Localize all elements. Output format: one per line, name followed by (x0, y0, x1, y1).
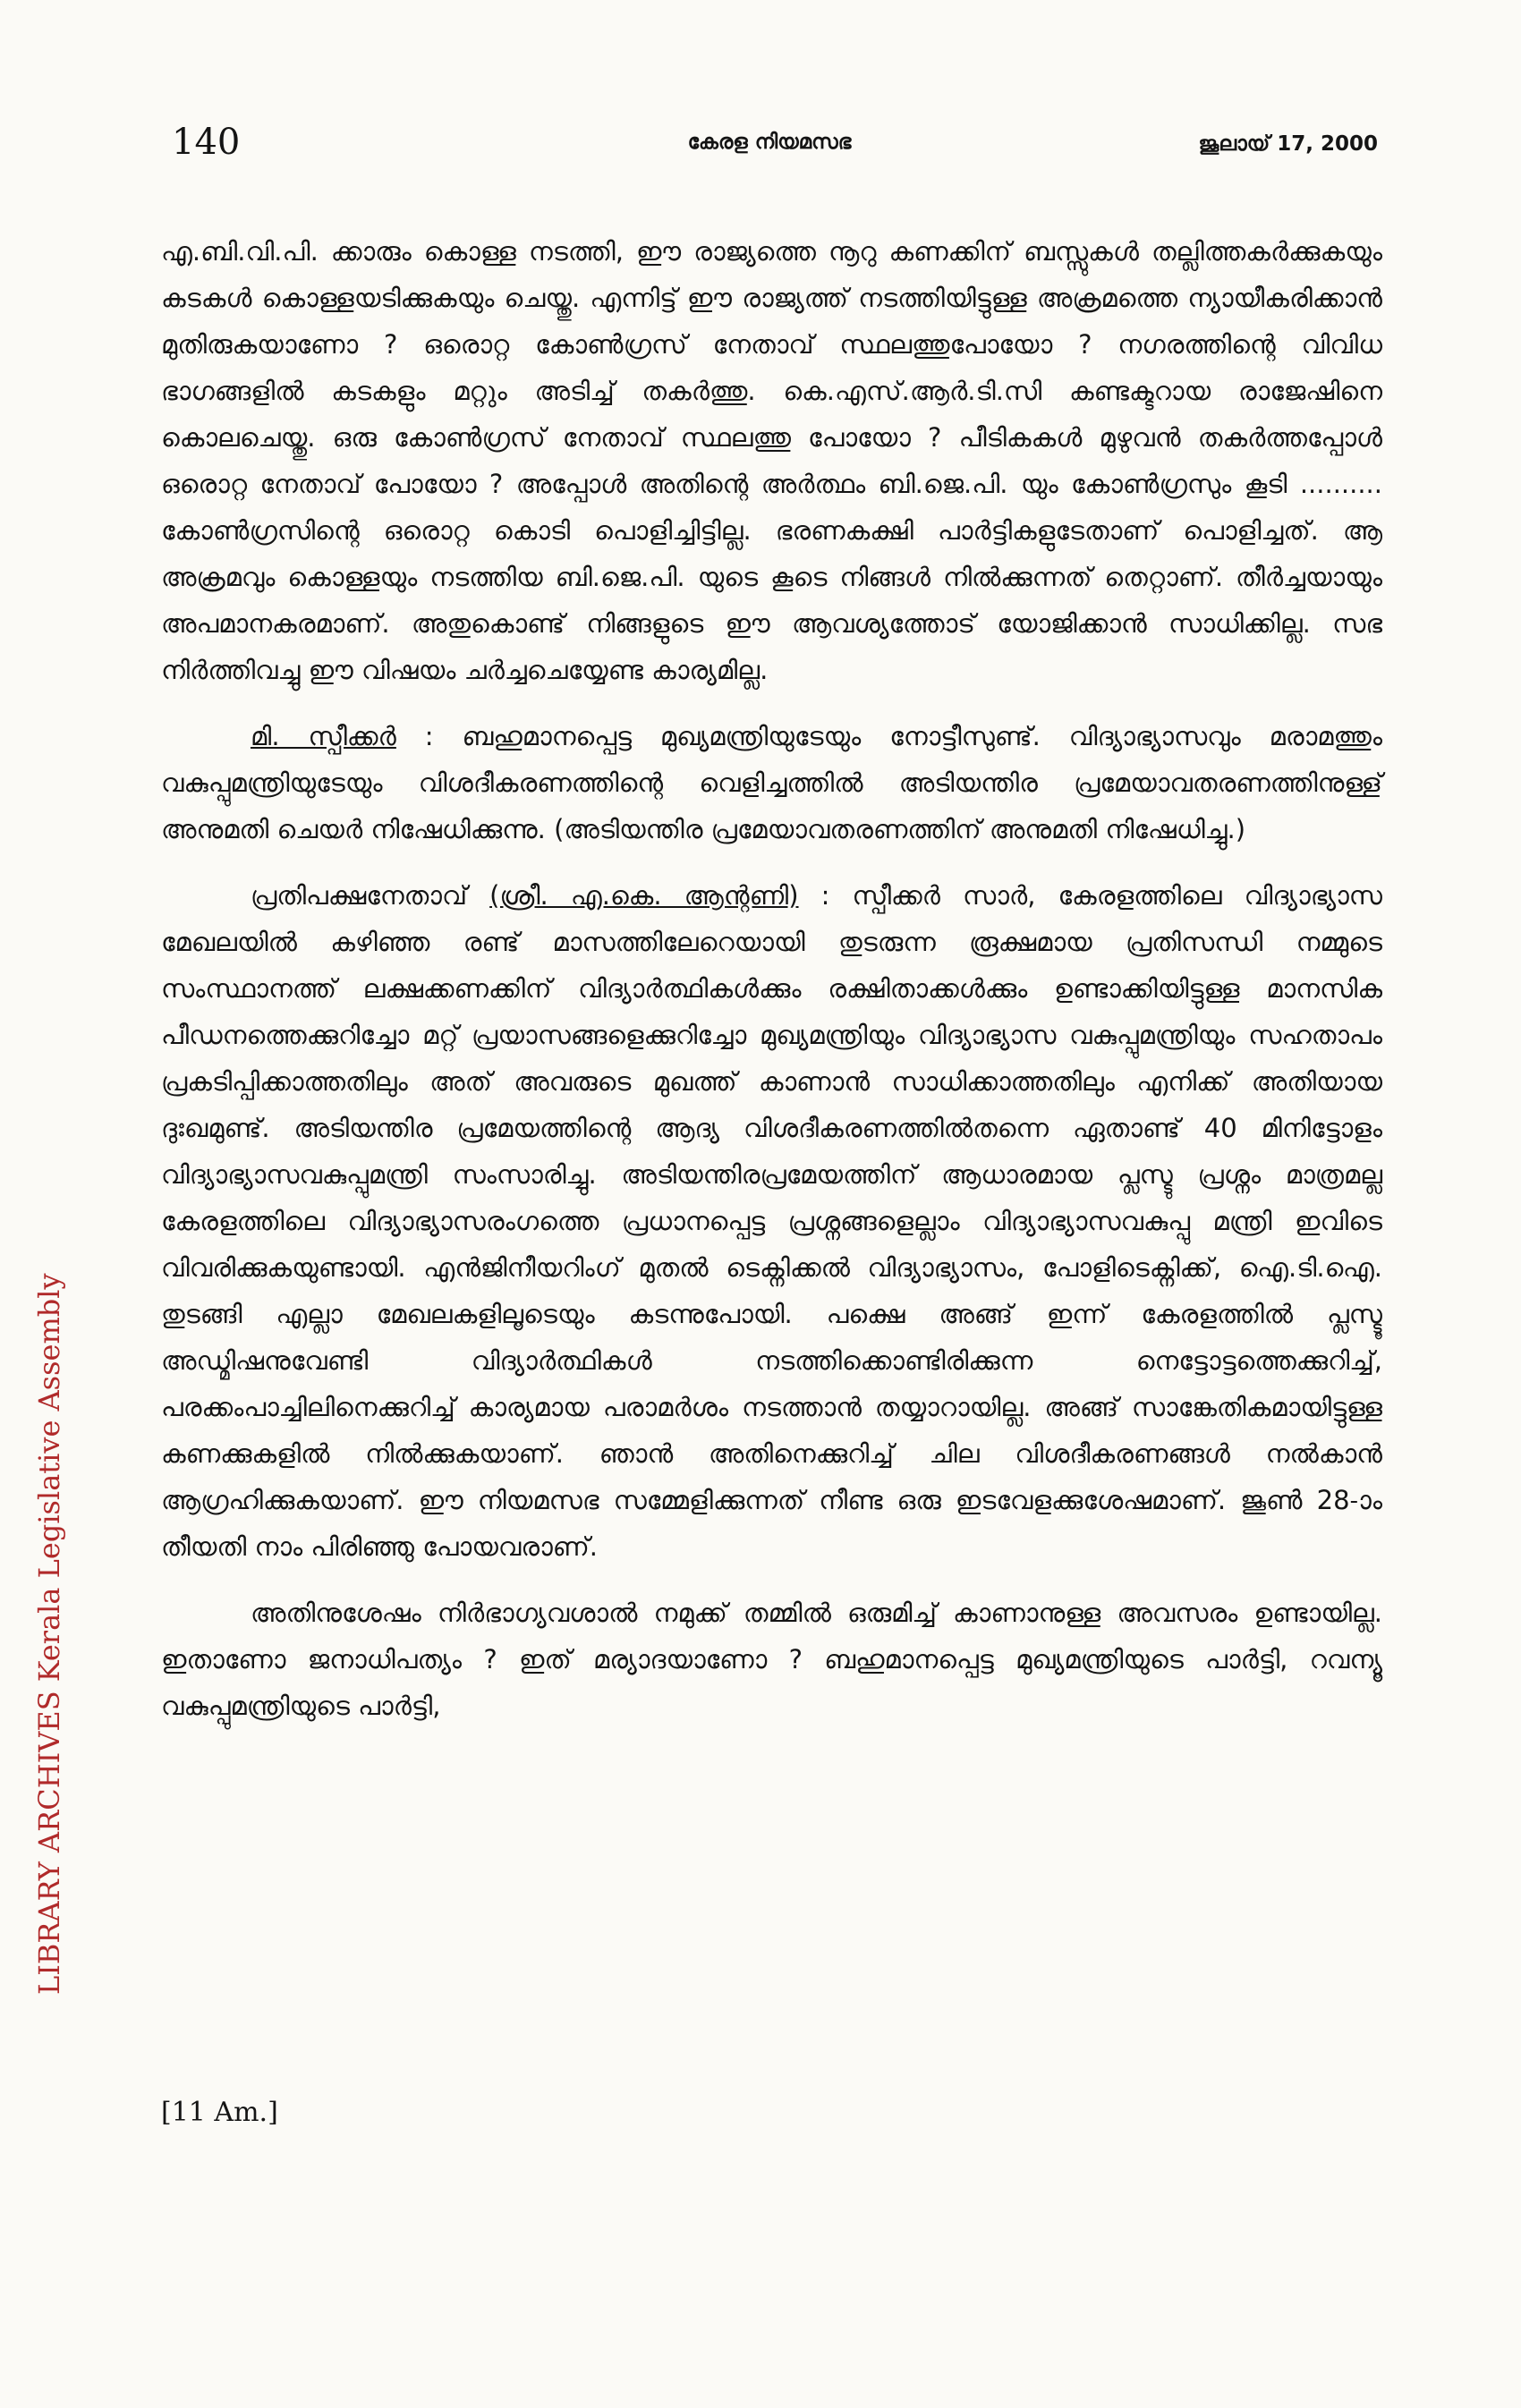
page-number: 140 (172, 122, 241, 163)
speaker-title: പ്രതിപക്ഷനേതാവ് (251, 880, 490, 911)
paragraph (161, 872, 1382, 1570)
page-body (161, 228, 1382, 1749)
header-date: ജൂലായ് 17, 2000 (1198, 132, 1378, 156)
speaker-name: മി. സ്പീക്കർ (251, 721, 396, 751)
paragraph (161, 1590, 1382, 1729)
paragraph (161, 228, 1382, 693)
archive-watermark: LIBRARY ARCHIVES Kerala Legislative Assembly (32, 1273, 66, 1995)
paragraph (161, 713, 1382, 852)
paragraph-text: : സ്പീക്കർ സാർ, കേരളത്തിലെ വിദ്യാഭ്യാസ മേഖലയിൽ കഴിഞ്ഞ രണ്ട് മാസത്തിലേറെയായി തുടരുന്ന രൂക്ഷമായ പ്രതിസന്ധി നമ്മുടെ സംസ്ഥാനത്ത് ലക്ഷക്കണക്കിന് വിദ്യാർത്ഥികൾക്കും രക്ഷിതാക്കൾക്കും ഉണ്ടാക്കിയിട്ടുള്ള മാനസിക പീഡനത്തെക്കുറിച്ചോ മറ്റ് പ്രയാസങ്ങളെക്കുറിച്ചോ മുഖ്യമന്ത്രിയും വിദ്യാഭ്യാസ വകുപ്പുമന്ത്രിയും സഹതാപം പ്രകടിപ്പിക്കാത്തതിലും അത് അവരുടെ മുഖത്ത് കാണാൻ സാധിക്കാത്തതിലും എനിക്ക് അതിയായ ദുഃഖമുണ്ട്. അടിയന്തിര പ്രമേയത്തിന്റെ ആദ്യ വിശദീകരണത്തിൽതന്നെ ഏതാണ്ട് 40 മിനിട്ടോളം വിദ്യാഭ്യാസവകുപ്പുമന്ത്രി സംസാരിച്ചു. അടിയന്തിരപ്രമേയത്തിന് ആധാരമായ പ്ലസ്ടു പ്രശ്നം മാത്രമല്ല കേരളത്തിലെ വിദ്യാഭ്യാസരംഗത്തെ പ്രധാനപ്പെട്ട പ്രശ്നങ്ങളെല്ലാം വിദ്യാഭ്യാസവകുപ്പു മന്ത്രി ഇവിടെ വിവരിക്കുകയുണ്ടായി. എൻജിനീയറിംഗ് മുതൽ ടെക്നിക്കൽ വിദ്യാഭ്യാസം, പോളിടെക്നിക്ക്, ഐ.ടി.ഐ. തുടങ്ങി എല്ലാ മേഖലകളിലൂടെയും കടന്നുപോയി. പക്ഷെ അങ്ങ് ഇന്ന് കേരളത്തിൽ പ്ലസ്ടൂ അഡ്മിഷനുവേണ്ടി വിദ്യാർത്ഥികൾ നടത്തിക്കൊണ്ടിരിക്കുന്ന നെട്ടോട്ടത്തെക്കുറിച്ച്, പരക്കംപാച്ചിലിനെക്കുറിച്ച് കാര്യമായ പരാമർശം നടത്താൻ തയ്യാറായില്ല. അങ്ങ് സാങ്കേതികമായിട്ടുള്ള കണക്കുകളിൽ നിൽക്കുകയാണ്. ഞാൻ അതിനെക്കുറിച്ച് ചില വിശദീകരണങ്ങൾ നൽകാൻ ആഗ്രഹിക്കുകയാണ്. ഈ നിയമസഭ സമ്മേളിക്കുന്നത് നീണ്ട ഒരു ഇടവേളക്കുശേഷമാണ്. ജൂൺ 28-ാം തീയതി നാം പിരിഞ്ഞു പോയവരാണ്. (161, 880, 1382, 1562)
time-marker: [11 Am.] (161, 2097, 278, 2128)
paragraph-text: എ.ബി.വി.പി. ക്കാരും കൊള്ള നടത്തി, ഈ രാജ്യത്തെ നൂറു കണക്കിന് ബസ്സുകൾ തല്ലിത്തകർക്കുകയും കടകൾ കൊള്ളയടിക്കുകയും ചെയ്തു. എന്നിട്ട് ഈ രാജ്യത്ത് നടത്തിയിട്ടുള്ള അക്രമത്തെ ന്യായീകരിക്കാൻ മുതിരുകയാണോ ? ഒരൊറ്റ കോൺഗ്രസ് നേതാവ് സ്ഥലത്തുപോയോ ? നഗരത്തിന്റെ വിവിധ ഭാഗങ്ങളിൽ കടകളും മറ്റും അടിച്ച് തകർത്തു. കെ.എസ്.ആർ.ടി.സി കണ്ടക്ടറായ രാജേഷിനെ കൊലചെയ്തു. ഒരു കോൺഗ്രസ് നേതാവ് സ്ഥലത്തു പോയോ ? പീടികകൾ മുഴുവൻ തകർത്തപ്പോൾ ഒരൊറ്റ നേതാവ് പോയോ ? അപ്പോൾ അതിന്റെ അർത്ഥം ബി.ജെ.പി. യും കോൺഗ്രസും കൂടി .......... കോൺഗ്രസിന്റെ ഒരൊറ്റ കൊടി പൊളിച്ചിട്ടില്ല. ഭരണകക്ഷി പാർട്ടികളുടേതാണ് പൊളിച്ചത്. ആ അക്രമവും കൊള്ളയും നടത്തിയ ബി.ജെ.പി. യുടെ കൂടെ നിങ്ങൾ നിൽക്കുന്നത് തെറ്റാണ്. തീർച്ചയായും അപമാനകരമാണ്. അതുകൊണ്ട് നിങ്ങളുടെ ഈ ആവശ്യത്തോട് യോജിക്കാൻ സാധിക്കില്ല. സഭ നിർത്തിവച്ചു ഈ വിഷയം ചർച്ചചെയ്യേണ്ട കാര്യമില്ല. (161, 236, 1382, 685)
paragraph-text: : ബഹുമാനപ്പെട്ട മുഖ്യമന്ത്രിയുടേയും നോട്ടീസുണ്ട്. വിദ്യാഭ്യാസവും മരാമത്തും വകുപ്പുമന്ത്രിയുടേയും വിശദീകരണത്തിന്റെ വെളിച്ചത്തിൽ അടിയന്തിര പ്രമേയാവതരണത്തിനുള്ള് അനുമതി ചെയർ നിഷേധിക്കുന്നു. (അടിയന്തിര പ്രമേയാവതരണത്തിന് അനുമതി നിഷേധിച്ചു.) (161, 721, 1382, 844)
paragraph-text: അതിനുശേഷം നിർഭാഗ്യവശാൽ നമുക്ക് തമ്മിൽ ഒരുമിച്ച് കാണാനുള്ള അവസരം ഉണ്ടായില്ല. ഇതാണോ ജനാധിപത്യം ? ഇത് മര്യാദയാണോ ? ബഹുമാനപ്പെട്ട മുഖ്യമന്ത്രിയുടെ പാർട്ടി, റവന്യൂ വകുപ്പുമന്ത്രിയുടെ പാർട്ടി, (161, 1598, 1382, 1721)
speaker-name: (ശ്രീ. എ.കെ. ആന്റണി) (489, 880, 799, 911)
page-header (161, 116, 1378, 170)
running-title: കേരള നിയമസഭ (687, 131, 852, 154)
